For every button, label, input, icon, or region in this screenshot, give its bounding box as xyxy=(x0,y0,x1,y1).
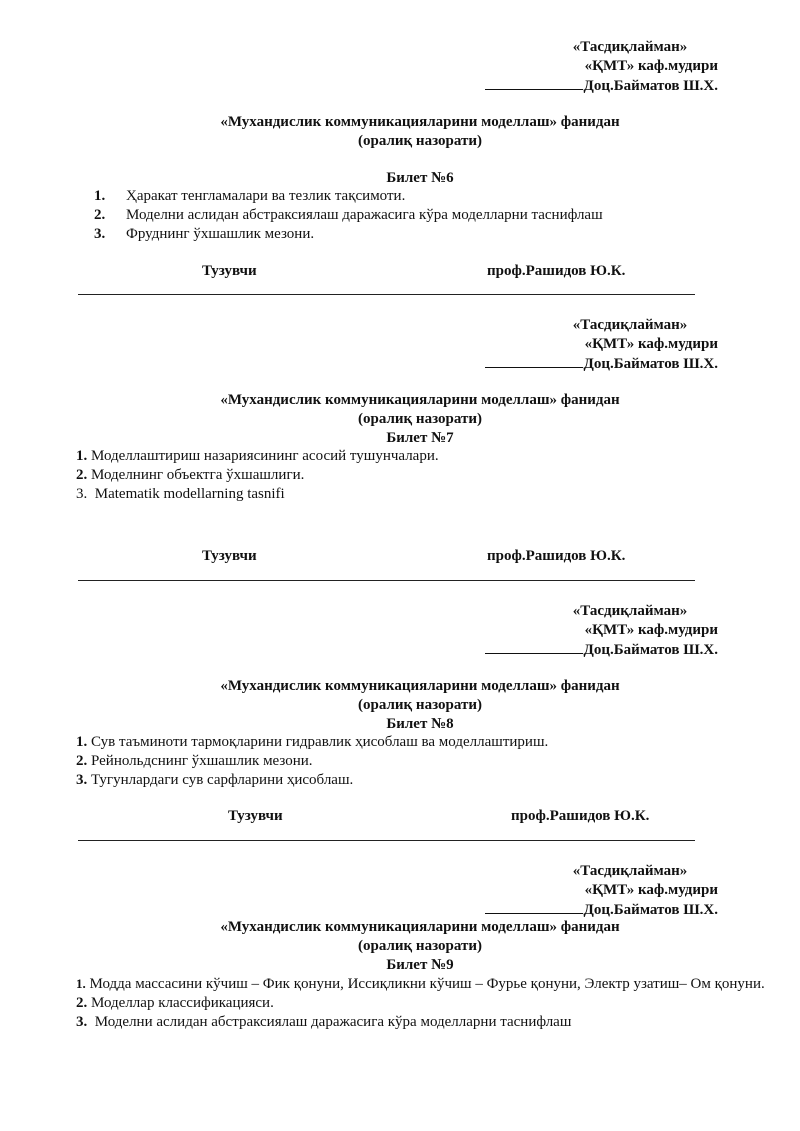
separator-line xyxy=(78,294,695,295)
question-item xyxy=(76,994,766,1013)
approval-line: «Тасдиқлайман» xyxy=(572,39,688,55)
question-list xyxy=(76,974,766,1032)
course-subtitle: (оралиқ назорати) xyxy=(358,697,482,713)
question-text: Моделни аслидан абстраксиялаш даражасига кўра моделларни таснифлаш xyxy=(126,207,603,223)
signature-blank xyxy=(485,900,583,914)
question-item xyxy=(76,447,776,466)
approval-line: «Тасдиқлайман» xyxy=(572,603,688,619)
approval-signature-line xyxy=(470,76,720,96)
approval-block xyxy=(470,862,720,920)
author-name: проф.Рашидов Ю.К. xyxy=(487,548,626,564)
approval-block xyxy=(470,38,720,96)
approval-line: «Тасдиқлайман» xyxy=(572,317,688,333)
question-item xyxy=(76,733,776,752)
question-text: Matematik modellarning tasnifi xyxy=(94,486,285,502)
ticket-heading xyxy=(80,113,760,151)
question-text: Фруднинг ўхшашлик мезони. xyxy=(126,226,315,242)
question-item xyxy=(76,771,776,790)
question-text: Моделни аслидан абстраксиялаш даражасига кўра моделларни таснифлаш xyxy=(94,1014,572,1030)
course-title: «Мухандислик коммуникацияларини моделлаш» фанидан xyxy=(220,114,620,130)
approval-department: «ҚМТ» каф.мудири xyxy=(584,622,718,638)
course-title: «Мухандислик коммуникацияларини моделлаш» фанидан xyxy=(220,392,620,408)
question-number: 1. xyxy=(76,448,88,464)
separator-line xyxy=(78,580,695,581)
approver-name: Доц.Байматов Ш.Х. xyxy=(583,642,718,658)
question-number: 3. xyxy=(76,772,88,788)
question-number: 2. xyxy=(76,467,88,483)
question-list xyxy=(76,447,776,504)
ticket-title: Билет №7 xyxy=(386,430,454,446)
approver-name: Доц.Байматов Ш.Х. xyxy=(583,902,718,918)
course-subtitle: (оралиқ назорати) xyxy=(358,411,482,427)
author-name: проф.Рашидов Ю.К. xyxy=(511,808,650,824)
ticket-title: Билет №6 xyxy=(386,170,454,186)
question-text: Моделнинг объектга ўхшашлиги. xyxy=(91,467,305,483)
ticket-heading xyxy=(80,391,760,448)
question-item xyxy=(76,1013,766,1032)
course-subtitle: (оралиқ назорати) xyxy=(358,938,482,954)
question-text: Модда массасини кўчиш – Фик қонуни, Иссиқликни кўчиш – Фурье қонуни, Электр узатиш– Ом қонуни. xyxy=(89,976,765,992)
author-role: Тузувчи xyxy=(202,263,257,279)
question-number: 3. xyxy=(76,486,88,502)
question-item xyxy=(76,752,776,771)
question-text: Моделлар классификацияси. xyxy=(91,995,274,1011)
approval-block xyxy=(470,316,720,374)
question-item xyxy=(76,187,776,206)
question-text: Моделлаштириш назариясининг асосий тушунчалари. xyxy=(91,448,439,464)
question-number: 3. xyxy=(94,226,106,242)
question-number: 1. xyxy=(76,976,86,991)
ticket-title: Билет №9 xyxy=(386,957,454,973)
question-number: 3. xyxy=(76,1014,88,1030)
course-subtitle: (оралиқ назорати) xyxy=(358,133,482,149)
ticket-heading xyxy=(80,918,760,975)
question-text: Рейнольдснинг ўхшашлик мезони. xyxy=(91,753,313,769)
author-role: Тузувчи xyxy=(228,808,283,824)
question-list xyxy=(76,733,776,790)
question-list xyxy=(76,187,776,244)
approver-name: Доц.Байматов Ш.Х. xyxy=(583,356,718,372)
author-name: проф.Рашидов Ю.К. xyxy=(487,263,626,279)
author-role: Тузувчи xyxy=(202,548,257,564)
course-title: «Мухандислик коммуникацияларини моделлаш» фанидан xyxy=(220,678,620,694)
ticket-title: Билет №8 xyxy=(386,716,454,732)
approval-department: «ҚМТ» каф.мудири xyxy=(584,882,718,898)
approval-department: «ҚМТ» каф.мудири xyxy=(584,336,718,352)
course-title: «Мухандислик коммуникацияларини моделлаш» фанидан xyxy=(220,919,620,935)
separator-line xyxy=(78,840,695,841)
signature-blank xyxy=(485,76,583,90)
approval-line: «Тасдиқлайман» xyxy=(572,863,688,879)
question-number: 2. xyxy=(76,753,88,769)
signature-blank xyxy=(485,640,583,654)
approval-block xyxy=(470,602,720,660)
question-item xyxy=(76,485,776,504)
approver-name: Доц.Байматов Ш.Х. xyxy=(583,78,718,94)
question-number: 1. xyxy=(76,734,88,750)
question-text: Сув таъминоти тармоқларини гидравлик ҳисоблаш ва моделлаштириш. xyxy=(91,734,549,750)
question-text: Ҳаракат тенгламалари ва тезлик тақсимоти. xyxy=(126,188,406,204)
question-item xyxy=(76,225,776,244)
question-number: 2. xyxy=(94,207,106,223)
question-item xyxy=(76,974,766,994)
approval-department: «ҚМТ» каф.мудири xyxy=(584,58,718,74)
question-item xyxy=(76,206,776,225)
ticket-title-row xyxy=(80,169,760,188)
question-text: Тугунлардаги сув сарфларини ҳисоблаш. xyxy=(91,772,354,788)
question-number: 2. xyxy=(76,995,88,1011)
question-item xyxy=(76,466,776,485)
ticket-heading xyxy=(80,677,760,734)
approval-signature-line xyxy=(470,354,720,374)
approval-signature-line xyxy=(470,900,720,920)
approval-signature-line xyxy=(470,640,720,660)
question-number: 1. xyxy=(94,188,106,204)
signature-blank xyxy=(485,354,583,368)
